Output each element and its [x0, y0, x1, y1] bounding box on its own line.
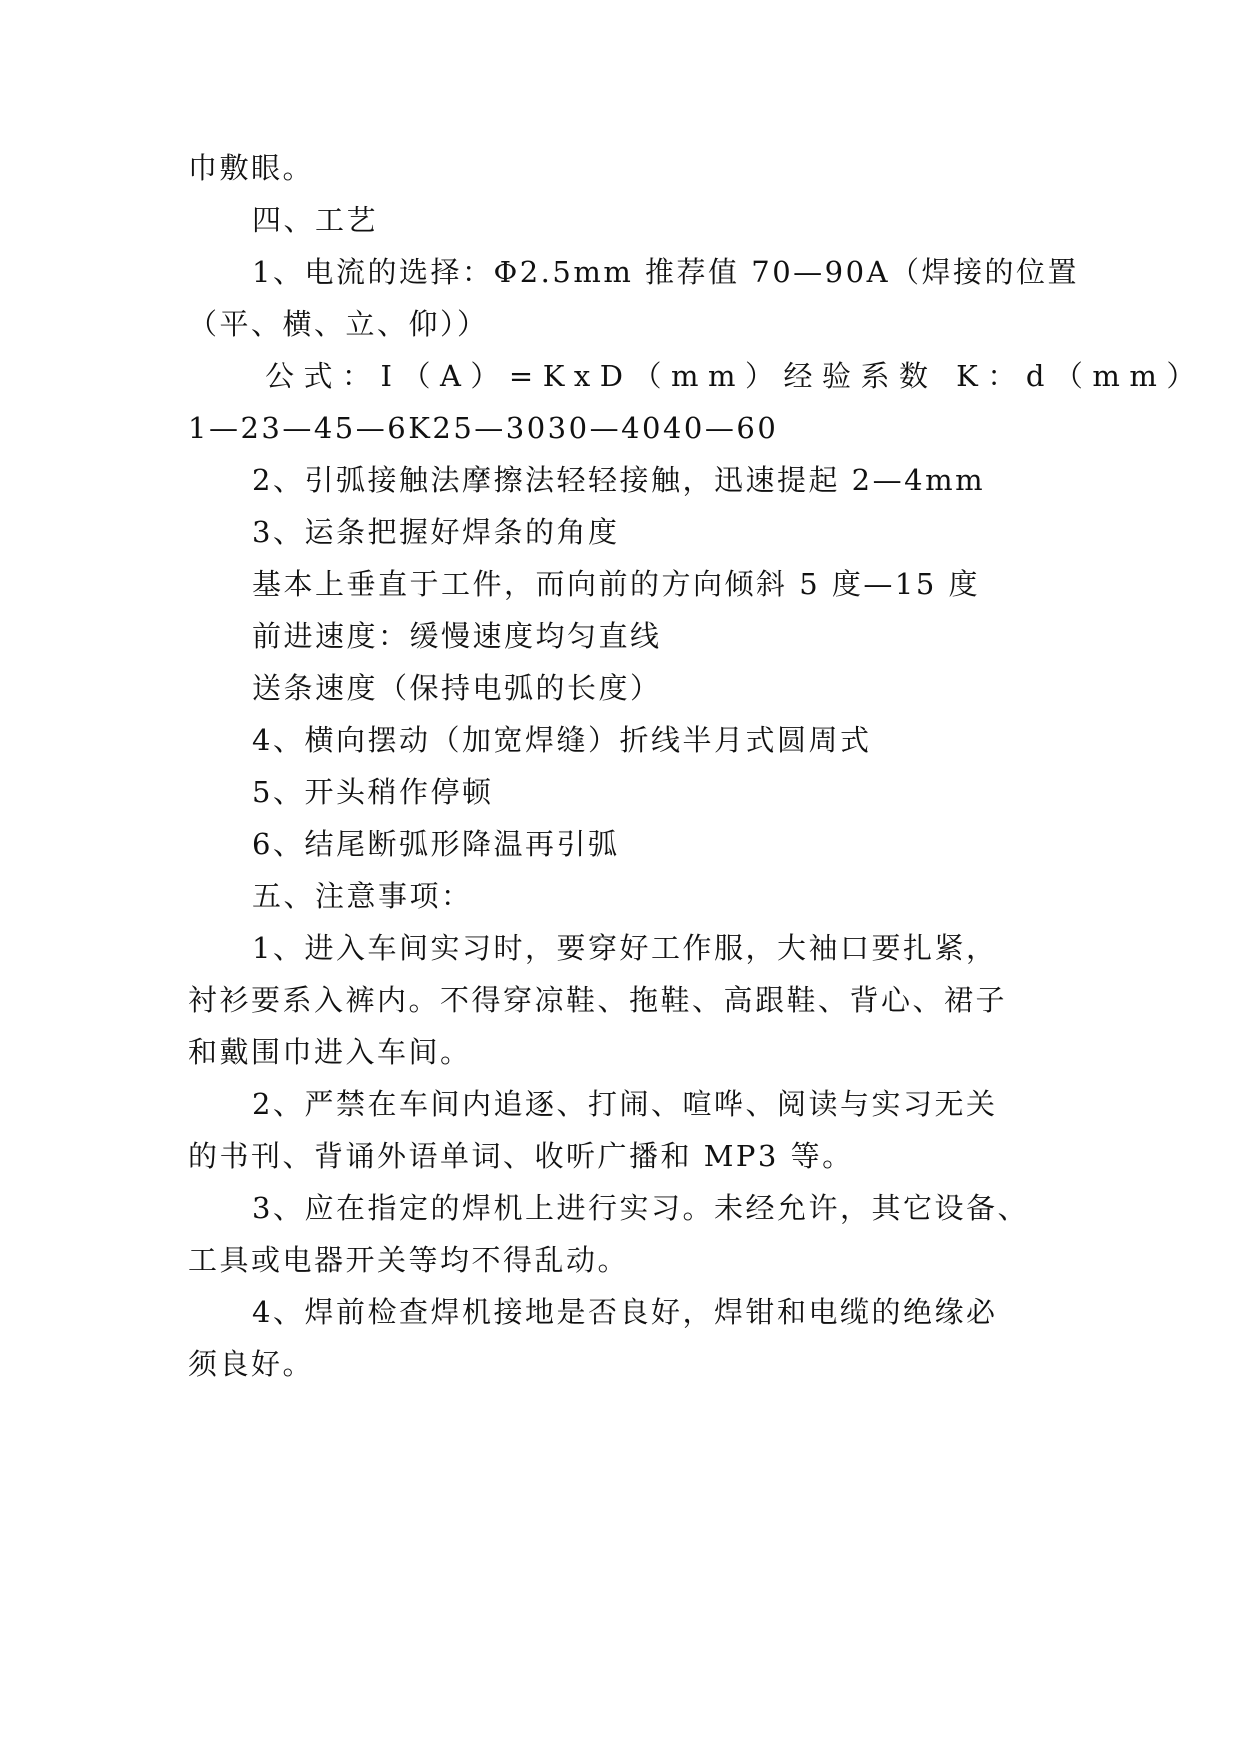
precaution-2: 2、严禁在车间内追逐、打闹、喧哗、阅读与实习无关 [252, 1087, 998, 1121]
item-current-selection: 1、电流的选择：Φ2.5mm 推荐值 70—90A（焊接的位置 [252, 255, 1080, 289]
formula-line: 公式：I（A）=KxD（mm）经验系数 K：d（mm） [265, 359, 1205, 393]
travel-speed-note: 前进速度：缓慢速度均匀直线 [252, 619, 662, 653]
item-rod-manipulation: 3、运条把握好焊条的角度 [252, 515, 620, 549]
item-end-arc: 6、结尾断弧形降温再引弧 [252, 827, 620, 861]
precaution-3: 3、应在指定的焊机上进行实习。未经允许，其它设备、 [252, 1191, 1029, 1225]
precaution-4: 4、焊前检查焊机接地是否良好，焊钳和电缆的绝缘必 [252, 1295, 998, 1329]
precaution-1-end: 和戴围巾进入车间。 [188, 1035, 472, 1069]
item-current-selection-continued: （平、横、立、仰）） [188, 307, 489, 341]
item-start-pause: 5、开头稍作停顿 [252, 775, 494, 809]
precaution-1: 1、进入车间实习时，要穿好工作服，大袖口要扎紧， [252, 931, 998, 965]
section-heading-process: 四、工艺 [252, 203, 379, 237]
section-heading-precautions: 五、注意事项： [252, 879, 473, 913]
formula-values: 1—23—45—6K25—3030—4040—60 [188, 411, 779, 445]
precaution-1-continued: 衬衫要系入裤内。不得穿凉鞋、拖鞋、高跟鞋、背心、裙子 [188, 983, 1008, 1017]
precaution-4-continued: 须良好。 [188, 1347, 315, 1381]
precaution-2-continued: 的书刊、背诵外语单词、收听广播和 MP3 等。 [188, 1139, 854, 1173]
precaution-3-continued: 工具或电器开关等均不得乱动。 [188, 1243, 630, 1277]
item-arc-striking: 2、引弧接触法摩擦法轻轻接触，迅速提起 2—4mm [252, 463, 986, 497]
text-line-continuation: 巾敷眼。 [188, 151, 315, 185]
rod-angle-note: 基本上垂直于工件，而向前的方向倾斜 5 度—15 度 [252, 567, 981, 601]
item-weaving: 4、横向摆动（加宽焊缝）折线半月式圆周式 [252, 723, 872, 757]
feed-speed-note: 送条速度（保持电弧的长度） [252, 671, 662, 705]
